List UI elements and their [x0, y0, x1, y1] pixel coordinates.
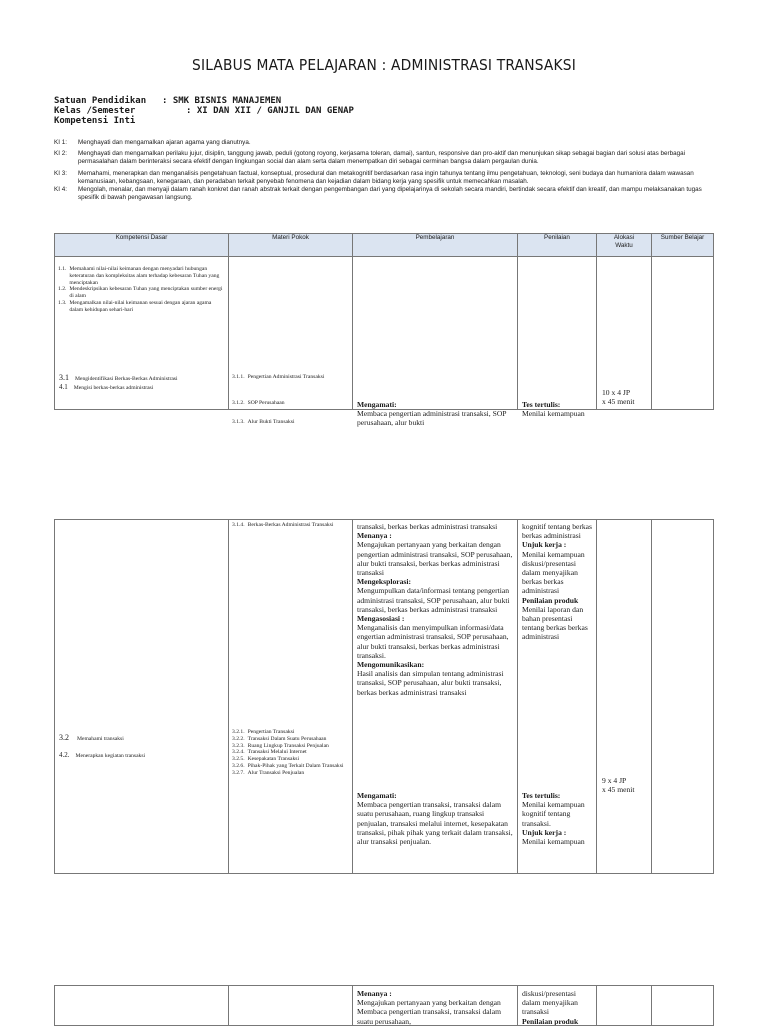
- table-header-row: [55, 234, 714, 257]
- penilaian-block: [522, 400, 594, 418]
- materi-item: [232, 419, 347, 426]
- pembelajaran-block: [357, 400, 513, 428]
- ki-code: KI 4:: [54, 186, 67, 194]
- materi-text: Pengertian Administrasi Transaksi: [247, 374, 325, 380]
- document-meta: [54, 96, 354, 126]
- materi-text: SOP Perusahaan: [247, 400, 285, 406]
- ki-code: KI 2:: [54, 150, 67, 158]
- ki-text: Menghayati dan mengamalkan perilaku jujur, disiplin, tanggung jawab, peduli (gotong royong, kerjasama toleran, damai), santun, responsive dan pro-aktif dan menunjukan sikap sebagai bagian dari solusi atas berbagai permasalahan dalam berinteraksi secara efektif dengan lingkungan social dan alam serta dalam menempatkan diri sebagai cerminan bangsa dalam pergaulan dunia.: [78, 150, 685, 166]
- assessment-label: Tes tertulis:: [522, 791, 561, 800]
- kd-text: Mengisi berkas-berkas administrasi: [73, 385, 154, 391]
- activity-label: Menanya :: [357, 989, 392, 998]
- materi-text: Transaksi Melalui Internet: [247, 749, 307, 756]
- materi-text: Pihak-Pihak yang Terkait Dalam Transaksi: [247, 762, 344, 769]
- materi-item: [232, 756, 347, 763]
- kd-item: [58, 300, 223, 314]
- header-sumber-belajar: Sumber Belajar: [652, 234, 714, 257]
- cell-alokasi-waktu: [597, 520, 652, 874]
- kd-number: 3.1: [59, 373, 69, 382]
- header-alokasi-waktu: [597, 234, 652, 257]
- ki-item: [54, 186, 718, 202]
- meta-row-kelas: [54, 106, 354, 116]
- materi-number: 3.1.3.: [232, 419, 245, 425]
- materi-item: [232, 522, 347, 529]
- pembelajaran-block: [357, 522, 513, 697]
- kd-3-2: [59, 733, 124, 743]
- alokasi-value: 10 x 4 JP x 45 menit: [602, 388, 635, 407]
- meta-label: Kelas /Semester: [54, 106, 136, 116]
- activity-label: Mengeksplorasi:: [357, 577, 411, 587]
- assessment-text: Menilai kemampuan diskusi/presentasi dalam menyajikan berkas berkas administrasi: [522, 549, 585, 596]
- syllabus-table-3: [54, 985, 714, 1026]
- cell-sumber-belajar: [652, 986, 714, 1026]
- header-alokasi-label: Alokasi Waktu: [613, 234, 635, 249]
- materi-text: Alur Transaksi Penjualan: [247, 769, 305, 776]
- materi-text: Pengertian Transaksi: [247, 729, 295, 735]
- materi-item: [232, 374, 347, 381]
- penilaian-block: [522, 522, 594, 642]
- kd-number: 1.2.: [58, 286, 67, 293]
- pembelajaran-block: [357, 989, 513, 1025]
- ki-text: Menghayati dan mengamalkan ajaran agama yang dianutnya.: [78, 139, 251, 146]
- cell-kompetensi-dasar: [55, 257, 229, 410]
- pembelajaran-block-2: [357, 791, 513, 846]
- header-penilaian: Penilaian: [518, 234, 597, 257]
- cell-materi-pokok: [229, 520, 353, 874]
- syllabus-table-1: [54, 233, 714, 428]
- header-kompetensi-dasar: Kompetensi Dasar: [55, 234, 229, 257]
- assessment-label: Penilaian produk: [522, 1016, 579, 1025]
- penilaian-block-2: [522, 791, 594, 846]
- kd-number: 1.1.: [58, 266, 67, 272]
- assessment-label: Unjuk kerja :: [522, 540, 567, 550]
- activity-text: Mengajukan pertanyaan yang berkaitan dengan Membaca pengertian transaksi, transaksi dalam suatu perusahaan,: [357, 998, 502, 1025]
- cell-sumber-belajar: [652, 520, 714, 874]
- materi-text: Kesepakatan Transaksi: [247, 756, 300, 763]
- assessment-text: Menilai kemampuan kognitif tentang transaksi.: [522, 800, 585, 828]
- ki-item: [54, 139, 718, 147]
- meta-label: Kompetensi Inti: [54, 116, 136, 126]
- materi-number: 3.2.5.: [232, 756, 245, 763]
- activity-label: Menanya :: [357, 531, 392, 541]
- cell-alokasi-waktu: [597, 986, 652, 1026]
- materi-number: 3.1.1.: [232, 374, 245, 380]
- activity-label: Mengasosiasi :: [357, 614, 405, 624]
- meta-value: : SMK BISNIS MANAJEMEN: [162, 96, 282, 106]
- kd-4-1: [59, 383, 153, 392]
- materi-item: [232, 400, 347, 407]
- assessment-label: Tes tertulis:: [522, 400, 561, 409]
- assessment-text: diskusi/presentasi dalam menyajikan transaksi: [522, 989, 578, 1017]
- penilaian-block: [522, 989, 594, 1025]
- activity-text: Menganalisis dan menyimpulkan informasi/data engertian administrasi transaksi, SOP perusahaan, alur bukti transaksi, berkas berkas administrasi transaksi.: [357, 623, 509, 660]
- cell-materi-pokok: [229, 986, 353, 1026]
- assessment-label: Penilaian produk: [522, 595, 579, 605]
- assessment-text: kognitif tentang berkas berkas administrasi: [522, 522, 593, 541]
- table-row: [55, 986, 714, 1026]
- kd-item: [58, 286, 223, 300]
- materi-number: 3.2.4.: [232, 749, 245, 756]
- materi-number: 3.2.7.: [232, 769, 245, 776]
- materi-list: [232, 729, 347, 777]
- activity-text: transaksi, berkas berkas administrasi transaksi: [357, 522, 498, 531]
- materi-text: Ruang Lingkup Transaksi Penjualan: [247, 742, 329, 749]
- materi-item: [232, 736, 347, 743]
- cell-penilaian: [518, 520, 597, 874]
- activity-text: Hasil analisis dan simpulan tentang administrasi transaksi, SOP perusahaan, alur bukti transaksi, berkas berkas administrasi transaksi: [357, 669, 504, 697]
- materi-item: [232, 743, 347, 750]
- meta-row-satuan: [54, 96, 354, 106]
- materi-item: [232, 729, 347, 736]
- assessment-label: Unjuk kerja :: [522, 827, 567, 837]
- materi-number: 3.1.2.: [232, 400, 245, 406]
- kd-text: Menerapkan kegiatan transaksi: [75, 753, 146, 759]
- alokasi-value: 9 x 4 JP x 45 menit: [602, 776, 635, 795]
- kd-item: [58, 266, 223, 286]
- kd-number: 4.1: [59, 383, 68, 391]
- kd-number: 4.2.: [59, 751, 70, 759]
- materi-number: 3.2.3.: [232, 742, 245, 749]
- materi-item: [232, 763, 347, 770]
- page-title: SILABUS MATA PELAJARAN : ADMINISTRASI TRANSAKSI: [192, 56, 576, 74]
- activity-label: Mengamati:: [357, 791, 397, 800]
- kd-text: Mengidentifikasi Berkas-Berkas Administrasi: [75, 376, 178, 382]
- cell-pembelajaran: [353, 520, 518, 874]
- activity-text: Membaca pengertian transaksi, transaksi dalam suatu perusahaan, ruang lingkup transaksi penjualan, transaksi melalui internet, kesepakatan transaksi, pihak pihak yang terkait dalam transaksi, alur transaksi penjualan.: [357, 800, 513, 847]
- kd-text: Mengamalkan nilai-nilai keimanan sesuai dengan ajaran agama dalam kehidupan sehari-hari: [69, 299, 212, 313]
- activity-text: Mengajukan pertanyaan yang berkaitan dengan pengertian administrasi transaksi, SOP perusahaan, alur bukti transaksi, berkas berkas administrasi transaksi: [357, 540, 513, 578]
- activity-label: Mengamati:: [357, 400, 397, 409]
- kd-number: 1.3.: [58, 299, 67, 306]
- meta-value: : XI DAN XII / GANJIL DAN GENAP: [186, 106, 354, 116]
- meta-row-kompetensi: [54, 116, 354, 126]
- materi-number: 3.2.6.: [232, 762, 245, 769]
- kd-list: [58, 266, 223, 314]
- materi-text: Transaksi Dalam Suatu Perusahaan: [247, 735, 327, 742]
- cell-sumber-belajar: [652, 257, 714, 410]
- cell-kompetensi-dasar: [55, 986, 229, 1026]
- cell-kompetensi-dasar: [55, 520, 229, 874]
- ki-item: [54, 170, 718, 186]
- kd-number: 3.2: [59, 733, 69, 742]
- ki-code: KI 1:: [54, 139, 67, 146]
- cell-pembelajaran: [353, 257, 518, 428]
- materi-number: 3.2.1.: [232, 729, 245, 735]
- materi-text: Berkas-Berkas Administrasi Transaksi: [247, 522, 334, 528]
- kd-3-1: [59, 373, 178, 383]
- kd-4-2: [59, 751, 145, 760]
- ki-text: Memahami, menerapkan dan menganalisis pengetahuan factual, konseptual, prosedural dan metakognitif berdasarkan rasa ingin tahunya tentang ilmu pengetahuan, teknologi, seni budaya dan humaniora dalam wawasan kemanusiaan, kebangsaan, kenegaraan, dan peradaban terkait penyebab fenomena dan kejadian dalam bidang kerja yang spesifik untuk memecahkan masalah.: [78, 169, 694, 185]
- ki-text: Mengolah, menalar, dan menyaji dalam ranah konkret dan ranah abstrak terkait dengan pengembangan dari yang dipelajarinya di sekolah secara mandiri, bertindak secara efektif dan kreatif, dan mampu melaksanakan tugas spesifik di bawah pengawasan langsung.: [78, 186, 702, 202]
- materi-number: 3.1.4.: [232, 522, 245, 528]
- kompetensi-inti-list: [54, 139, 718, 202]
- syllabus-table-2: [54, 519, 714, 874]
- cell-penilaian: [518, 986, 597, 1026]
- table-row: [55, 520, 714, 874]
- kd-text: Memahami transaksi: [77, 736, 124, 742]
- cell-pembelajaran: [353, 986, 518, 1026]
- cell-alokasi-waktu: [597, 257, 652, 410]
- ki-item: [54, 150, 718, 166]
- cell-penilaian: [518, 257, 597, 419]
- materi-item: [232, 770, 347, 777]
- cell-materi-pokok: [229, 257, 353, 425]
- assessment-text: Menilai kemampuan: [522, 409, 585, 419]
- assessment-text: Menilai kemampuan: [522, 837, 585, 847]
- assessment-text: Menilai laporan dan bahan presentasi tentang berkas berkas administrasi: [522, 604, 588, 642]
- materi-number: 3.2.2.: [232, 735, 245, 742]
- ki-code: KI 3:: [54, 169, 67, 177]
- materi-text: Alur Bukti Transaksi: [247, 419, 295, 425]
- activity-label: Mengomunikasikan:: [357, 660, 425, 670]
- materi-item: [232, 749, 347, 756]
- meta-label: Satuan Pendidikan: [54, 96, 147, 106]
- table-row: [55, 257, 714, 410]
- activity-text: Mengumpulkan data/informasi tentang pengertian administrasi transaksi, SOP perusahaan, alur bukti transaksi, berkas berkas administrasi transaksi: [357, 586, 510, 614]
- kd-text: Mendeskripsikan kebesaran Tuhan yang menciptakan sumber energi di alam: [69, 286, 223, 300]
- header-materi-pokok: Materi Pokok: [229, 234, 353, 257]
- activity-text: Membaca pengertian administrasi transaksi, SOP perusahaan, alur bukti: [357, 409, 507, 428]
- header-pembelajaran: Pembelajaran: [353, 234, 518, 257]
- kd-text: Memahami nilai-nilai keimanan dengan menyadari hubungan keteraturan dan kompleksitas alam terhadap kebesaran Tuhan yang menciptakan: [69, 266, 220, 286]
